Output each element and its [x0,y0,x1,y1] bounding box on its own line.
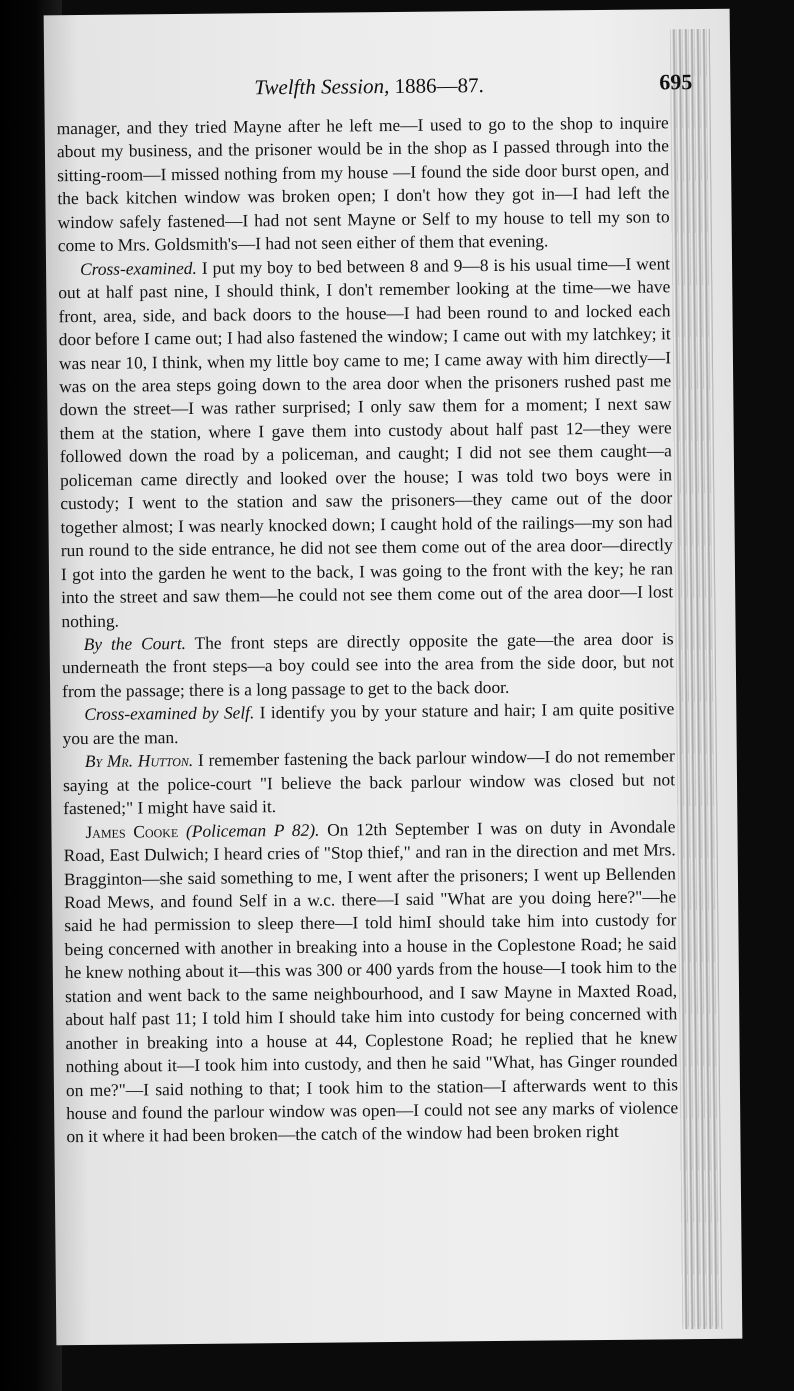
running-head-years: 1886—87. [394,73,484,98]
paragraph-james-cooke [63,815,678,1149]
paragraph-1 [57,111,670,258]
cross-examined-by-self-label: Cross-examined by Self. [84,702,255,725]
cross-examined-by-self-text: I identify you by your stature and hair; I am quite positive you are the man. [62,698,675,748]
witness-name: James Cooke [85,820,179,842]
by-mr-hutton-label: By Mr. Hutton. [84,750,194,772]
book-page [44,9,743,1346]
paragraph-by-mr-hutton [63,745,676,821]
cross-examined-text: I put my boy to bed between 8 and 9—8 is his usual time—I went out at half past nine, I should think, I don't remember looking at the time—we have front, area, side, and back doors to the house—I had been round to and locked each door before I came out; I had also fastened the window; I came out with my latchkey; it was near 10, I think, when my little boy came to me; I came away with him directly—I was on the area steps going down to the area door when the prisoners rushed past me down the street—I was rather surprised; I only saw them for a moment; I next saw them at the station, where I gave them into custody about half past 12—they were followed down the road by a policeman, and caught; I did not see them caught—a policeman came directly and looked over the house; I was told two boys were in custody; I went to the station and saw the prisoners—they came out of the door together almost; I was nearly knocked down; I caught hold of the railings—my son had run round to the side entrance, he did not see them come out of the area door—directly I got into the garden he went to the back, I was going to the front with the key; he ran into the street and saw them—he could not see them come out of the area door—I lost nothing. [58,253,674,631]
paragraph-by-the-court [62,627,675,703]
running-head [254,73,484,100]
page-body [57,111,679,1149]
page-number: 695 [659,69,693,95]
by-the-court-text: The front steps are directly opposite the gate—the area door is underneath the front steps—a boy could see into the area from the side door, but not from the passage; there is a long passage to get to the back door. [61,628,674,702]
by-mr-hutton-text: I remember fastening the back parlour window—I do not remember saying at the police-court "I believe the back parlour window was closed but not fastened;" I might have said it. [62,745,676,819]
paragraph-1-text: manager, and they tried Mayne after he left me—I used to go to the shop to inquire about my business, and the prisoner would be in the shop as I passed through into the sitting-room—I missed nothing from my house —I found the side door burst open, and the back kitchen window was broken open; I don't how they got in—I had left the window safely fastened—I had not sent Mayne or Self to my house to tell my son to come to Mrs. Goldsmith's—I had not seen either of them that evening. [56,112,670,256]
cross-examined-label: Cross-examined. [79,257,197,279]
paragraph-cross-examined-by-self [62,698,674,751]
james-cooke-text: On 12th September I was on duty in Avondale Road, East Dulwich; I heard cries of "Stop thief," and ran in the direction and met Mrs. Bragginton—she said something to me, I went after the prisoners; I went up Bellenden Road Mews, and found Self in a w.c. there—I said "What are you doing here?"—he said he had permission to sleep there—I told himI should take him into custody for being concerned with another in breaking into a house in the Coplestone Road; he said he knew nothing about it—this was 300 or 400 yards from the house—I took him to the station and went back to the same neighbourhood, and I saw Mayne in Maxted Road, about half past 11; I told him I should take him into custody for being concerned with another in breaking into a house at 44, Coplestone Road; he replied that he knew nothing about it—I took him into custody, and then he said "What, has Ginger rounded on me?"—I said nothing to that; I took him to the station—I afterwards went to this house and found the parlour window was open—I could not see any marks of violence on it where it had been broken—the catch of the window had been broken right [63,815,679,1147]
witness-role: (Policeman P 82). [185,819,320,841]
page-header [44,71,730,108]
paragraph-cross-examined [58,252,674,633]
by-the-court-label: By the Court. [83,632,187,654]
running-head-title: Twelfth Session, [254,74,390,100]
